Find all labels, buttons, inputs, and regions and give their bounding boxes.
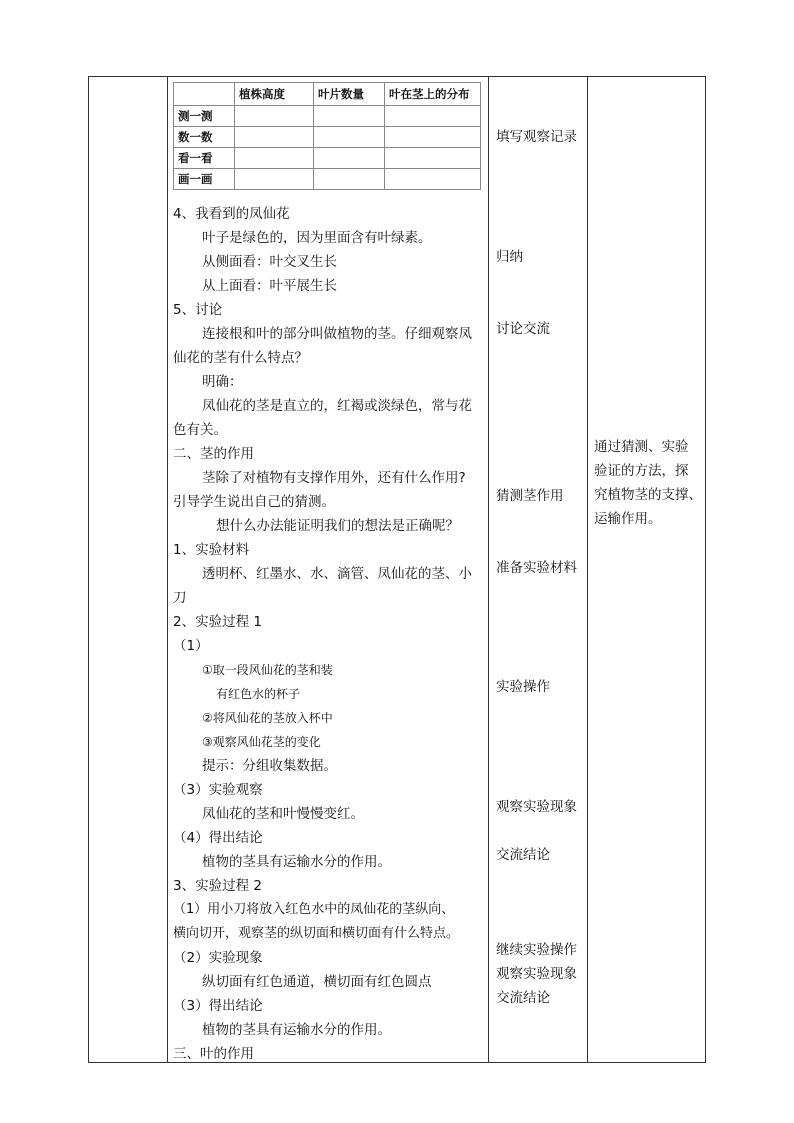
table-cell (385, 169, 481, 190)
table-cell (314, 148, 385, 169)
activity-item: 讨论交流 (496, 321, 550, 337)
table-row (174, 127, 481, 148)
section-heading: 3、实验过程 2 (173, 878, 262, 894)
activity-item: 归纳 (496, 249, 523, 265)
table-header-cell: 叶片数量 (314, 83, 385, 106)
intent-line: 运输作用。 (594, 511, 662, 527)
content-line: 刀 (173, 590, 187, 606)
content-line: （1） (173, 638, 209, 654)
content-line: 叶子是绿色的，因为里面含有叶绿素。 (202, 230, 432, 246)
column-divider (587, 76, 588, 1063)
section-heading: 1、实验材料 (173, 542, 250, 558)
table-cell (235, 169, 314, 190)
row-label: 看一看 (174, 148, 235, 169)
row-label: 画一画 (174, 169, 235, 190)
table-cell (235, 148, 314, 169)
activity-item: 实验操作 (496, 679, 550, 695)
content-line: 植物的茎具有运输水分的作用。 (202, 854, 391, 870)
content-line: （2）实验现象 (173, 950, 263, 966)
intent-line: 究植物茎的支撑、 (594, 487, 702, 503)
content-line: 纵切面有红色通道，横切面有红色圆点 (202, 974, 432, 990)
content-line: 连接根和叶的部分叫做植物的茎。仔细观察凤 (202, 326, 472, 342)
content-line: 从侧面看：叶交叉生长 (202, 254, 337, 270)
table-cell (235, 127, 314, 148)
table-cell (385, 106, 481, 127)
content-line: （1）用小刀将放入红色水中的凤仙花的茎纵向、 (173, 902, 455, 917)
intent-line: 验证的方法，探 (594, 463, 689, 479)
table-header-cell: 叶在茎上的分布 (385, 83, 481, 106)
table-header-row (174, 83, 481, 106)
content-line: ①取一段风仙花的茎和装 (202, 663, 333, 677)
activity-item: 交流结论 (496, 847, 550, 863)
activity-item: 观察实验现象 (496, 966, 577, 982)
section-heading: 4、我看到的凤仙花 (173, 206, 290, 222)
table-cell (314, 169, 385, 190)
table-row (174, 106, 481, 127)
column-divider (167, 76, 168, 1063)
activity-item: 准备实验材料 (496, 560, 577, 576)
content-line: 植物的茎具有运输水分的作用。 (202, 1022, 391, 1038)
content-line: 有红色水的杯子 (216, 687, 301, 701)
section-heading: 三、叶的作用 (173, 1046, 254, 1062)
content-line: （3）实验观察 (173, 782, 263, 798)
section-heading: 二、茎的作用 (173, 446, 254, 462)
content-line: 从上面看：叶平展生长 (202, 278, 337, 294)
observation-table (173, 82, 481, 190)
activity-item: 观察实验现象 (496, 799, 577, 815)
table-row (174, 148, 481, 169)
content-line: 茎除了对植物有支撑作用外，还有什么作用? (202, 470, 466, 486)
table-header-cell (174, 83, 235, 106)
table-cell (385, 127, 481, 148)
row-label: 数一数 (174, 127, 235, 148)
content-line: （4）得出结论 (173, 830, 263, 846)
table-cell (385, 148, 481, 169)
content-line: ③观察风仙花茎的变化 (202, 735, 321, 749)
content-line: 横向切开，观察茎的纵切面和横切面有什么特点。 (173, 926, 460, 941)
table-row (174, 169, 481, 190)
content-line: 仙花的茎有什么特点？ (173, 350, 308, 366)
section-heading: 2、实验过程 1 (173, 614, 262, 630)
activity-item: 猜测茎作用 (496, 488, 564, 504)
row-label: 测一测 (174, 106, 235, 127)
table-cell (314, 106, 385, 127)
content-line: 凤仙花的茎和叶慢慢变红。 (202, 806, 364, 822)
content-line: 引导学生说出自己的猜测。 (173, 494, 335, 510)
content-line: 明确： (202, 374, 243, 390)
table-cell (314, 127, 385, 148)
content-line: 色有关。 (173, 422, 227, 438)
activity-item: 填写观察记录 (496, 129, 577, 145)
table-cell (235, 106, 314, 127)
column-divider (488, 76, 489, 1063)
content-line: 透明杯、红墨水、水、滴管、凤仙花的茎、小 (202, 566, 472, 582)
content-line: 提示：分组收集数据。 (202, 758, 337, 774)
content-line: 凤仙花的茎是直立的，红褐或淡绿色，常与花 (202, 398, 472, 414)
section-heading: 5、讨论 (173, 302, 223, 318)
intent-line: 通过猜测、实验 (594, 439, 689, 455)
table-header-cell: 植株高度 (235, 83, 314, 106)
activity-item: 继续实验操作 (496, 942, 577, 958)
content-line: （3）得出结论 (173, 998, 263, 1014)
content-line: ②将风仙花的茎放入杯中 (202, 711, 333, 725)
activity-item: 交流结论 (496, 990, 550, 1006)
content-line: 想什么办法能证明我们的想法是正确呢？ (216, 518, 459, 534)
